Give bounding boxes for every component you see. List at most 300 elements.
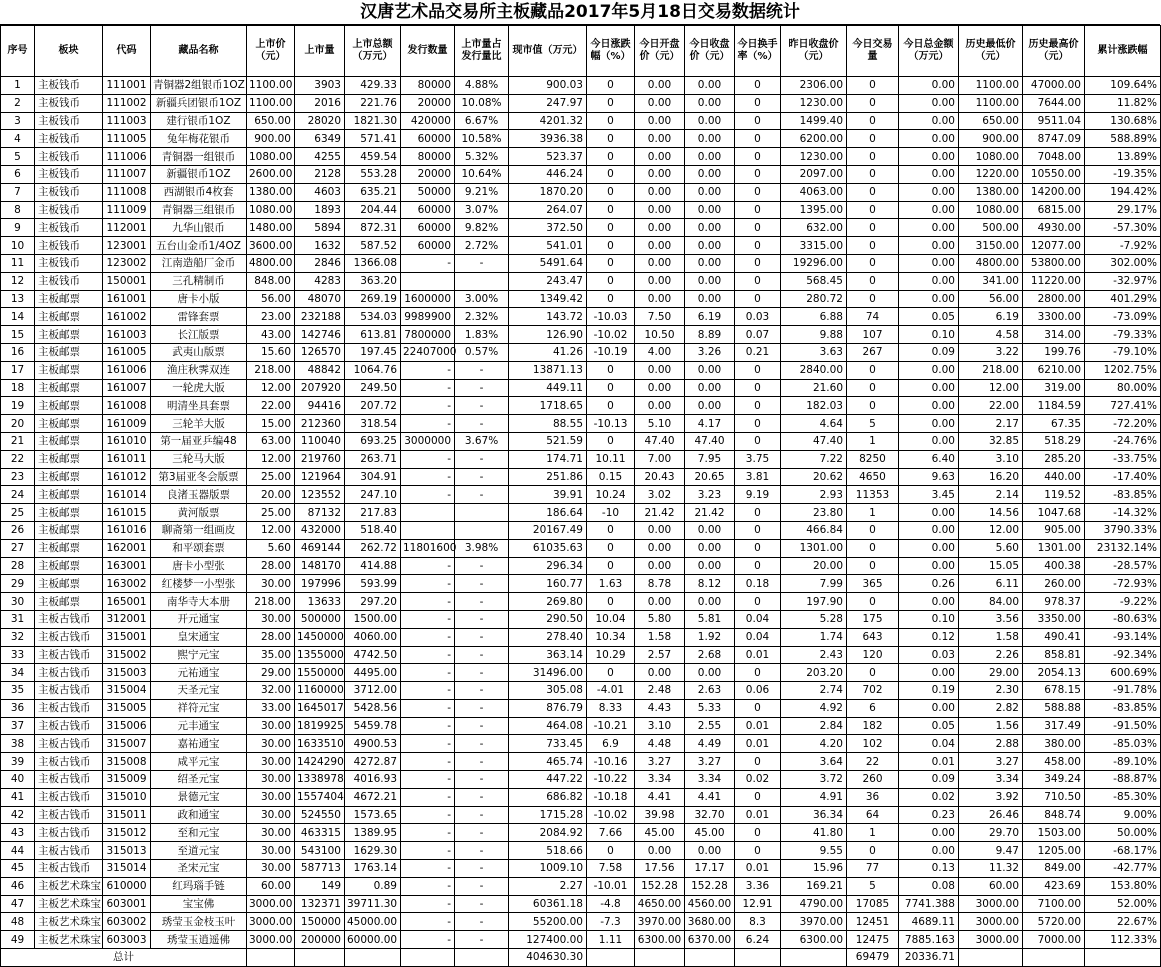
table-cell: 1230.00	[781, 148, 847, 166]
table-cell: 0.02	[899, 788, 959, 806]
table-cell: -89.10%	[1085, 753, 1161, 771]
table-cell: 1	[847, 824, 899, 842]
table-cell: -85.03%	[1085, 735, 1161, 753]
table-cell: 0.00	[635, 94, 685, 112]
table-cell: 15	[1, 326, 35, 344]
table-cell: 0.00	[635, 557, 685, 575]
table-cell: 0	[847, 130, 899, 148]
column-header: 上市总额（万元）	[345, 26, 401, 77]
table-cell: 2.84	[781, 717, 847, 735]
table-cell: -	[455, 254, 509, 272]
table-cell: 1184.59	[1023, 397, 1085, 415]
table-cell: 青铜器三组银币	[151, 201, 247, 219]
table-cell: 29.70	[959, 824, 1023, 842]
table-cell: 3.22	[959, 343, 1023, 361]
table-cell: 43	[1, 824, 35, 842]
table-cell: 1301.00	[1023, 539, 1085, 557]
table-cell: 112001	[103, 219, 151, 237]
table-cell: 4.88%	[455, 77, 509, 95]
table-cell: 主板古钱币	[35, 610, 103, 628]
table-cell: -32.97%	[1085, 272, 1161, 290]
table-cell: -	[401, 735, 455, 753]
total-amount: 20336.71	[899, 949, 959, 967]
table-cell: 0	[735, 272, 781, 290]
table-cell: 主板钱币	[35, 219, 103, 237]
table-cell: 900.03	[509, 77, 587, 95]
table-cell: 45000.00	[345, 913, 401, 931]
table-cell: 雷锋套票	[151, 308, 247, 326]
table-cell: 0.00	[899, 521, 959, 539]
table-cell: 40	[1, 771, 35, 789]
table-cell: 4742.50	[345, 646, 401, 664]
table-cell: 302.00%	[1085, 254, 1161, 272]
table-cell: -	[455, 486, 509, 504]
table-cell: 449.11	[509, 379, 587, 397]
table-cell: 0	[735, 699, 781, 717]
table-cell: 南华寺大本册	[151, 593, 247, 611]
table-cell: 263.71	[345, 450, 401, 468]
table-cell: 111007	[103, 165, 151, 183]
table-cell: 1100.00	[247, 94, 295, 112]
table-cell: 0.00	[635, 219, 685, 237]
table-cell: -	[455, 717, 509, 735]
table-cell: 0	[587, 521, 635, 539]
table-cell: 主板钱币	[35, 272, 103, 290]
table-cell: 1230.00	[781, 94, 847, 112]
table-cell: 0	[587, 361, 635, 379]
table-cell: 3680.00	[685, 913, 735, 931]
table-cell: 0	[847, 539, 899, 557]
table-cell: 元丰通宝	[151, 717, 247, 735]
table-cell: 1	[1, 77, 35, 95]
table-cell: 1.74	[781, 628, 847, 646]
table-cell: 5.80	[635, 610, 685, 628]
table-cell: -10.21	[587, 717, 635, 735]
table-cell: 47	[1, 895, 35, 913]
column-header: 累计涨跌幅	[1085, 26, 1161, 77]
table-cell: 0.00	[899, 272, 959, 290]
table-cell: 121964	[295, 468, 345, 486]
table-cell: 41.80	[781, 824, 847, 842]
table-cell	[455, 504, 509, 522]
table-cell: 17085	[847, 895, 899, 913]
table-cell: 0	[587, 130, 635, 148]
table-cell: 0	[847, 237, 899, 255]
table-row	[1, 254, 1161, 272]
table-cell: 6210.00	[1023, 361, 1085, 379]
table-row	[1, 664, 1161, 682]
table-cell: 1080.00	[959, 201, 1023, 219]
table-cell: 1500.00	[345, 610, 401, 628]
table-cell: -	[455, 361, 509, 379]
table-cell: 青铜器一组银币	[151, 148, 247, 166]
table-cell: 161009	[103, 415, 151, 433]
table-cell: 主板古钱币	[35, 717, 103, 735]
table-cell: 24	[1, 486, 35, 504]
table-row	[1, 735, 1161, 753]
table-cell: 12.00	[247, 521, 295, 539]
table-cell: 149	[295, 877, 345, 895]
table-cell: 29	[1, 575, 35, 593]
table-cell: 30.00	[247, 771, 295, 789]
table-cell: 126570	[295, 343, 345, 361]
table-cell: 94416	[295, 397, 345, 415]
table-cell: -	[401, 415, 455, 433]
table-cell: 0	[587, 112, 635, 130]
table-cell: 2054.13	[1023, 664, 1085, 682]
total-label: 总计	[1, 949, 247, 967]
table-cell: 43.00	[247, 326, 295, 344]
table-cell: 1395.00	[781, 201, 847, 219]
table-cell: 35.00	[247, 646, 295, 664]
table-cell: 45.00	[635, 824, 685, 842]
table-cell: 4.49	[685, 735, 735, 753]
table-cell: 2840.00	[781, 361, 847, 379]
table-cell	[247, 949, 295, 967]
table-cell: 主板邮票	[35, 343, 103, 361]
table-cell: 204.44	[345, 201, 401, 219]
table-cell: 5.32%	[455, 148, 509, 166]
table-cell: -	[455, 593, 509, 611]
total-row	[1, 949, 1161, 967]
table-cell: 0	[587, 664, 635, 682]
table-cell: 0	[587, 201, 635, 219]
table-cell: 0.00	[685, 593, 735, 611]
table-cell: 0	[735, 753, 781, 771]
table-cell: 主板钱币	[35, 254, 103, 272]
table-cell: -10.22	[587, 771, 635, 789]
table-cell: 56.00	[959, 290, 1023, 308]
table-row	[1, 913, 1161, 931]
table-cell: 主板邮票	[35, 575, 103, 593]
table-cell: 0.03	[735, 308, 781, 326]
table-cell: -	[401, 806, 455, 824]
table-cell: 14	[1, 308, 35, 326]
table-cell: 60361.18	[509, 895, 587, 913]
table-row	[1, 183, 1161, 201]
table-cell: 1100.00	[959, 94, 1023, 112]
table-cell: 80000	[401, 148, 455, 166]
table-cell: 20000	[401, 165, 455, 183]
table-cell: 64	[847, 806, 899, 824]
table-cell: 主板邮票	[35, 379, 103, 397]
table-cell: 458.00	[1023, 753, 1085, 771]
table-cell: 29.00	[959, 664, 1023, 682]
table-cell: 1220.00	[959, 165, 1023, 183]
table-cell: -	[455, 682, 509, 700]
table-cell: -88.87%	[1085, 771, 1161, 789]
table-cell: 7.00	[635, 450, 685, 468]
table-cell: 524550	[295, 806, 345, 824]
table-cell: 1009.10	[509, 860, 587, 878]
table-cell: 3.34	[959, 771, 1023, 789]
table-cell: 3000.00	[247, 913, 295, 931]
table-cell: 8.12	[685, 575, 735, 593]
table-cell: 30.00	[247, 753, 295, 771]
table-cell: 0.00	[635, 165, 685, 183]
table-cell: 4016.93	[345, 771, 401, 789]
table-cell: 1715.28	[509, 806, 587, 824]
table-cell: 主板艺术珠宝	[35, 895, 103, 913]
table-cell: -	[455, 628, 509, 646]
table-cell: 1645017	[295, 699, 345, 717]
table-cell: 0	[587, 94, 635, 112]
table-cell: 0.00	[899, 94, 959, 112]
table-cell: 主板古钱币	[35, 646, 103, 664]
table-cell: 315008	[103, 753, 151, 771]
table-row	[1, 682, 1161, 700]
table-cell: 21.42	[685, 504, 735, 522]
table-cell: 0	[847, 521, 899, 539]
table-cell: 53800.00	[1023, 254, 1085, 272]
table-cell: 686.82	[509, 788, 587, 806]
table-cell: 80.00%	[1085, 379, 1161, 397]
table-cell: 111005	[103, 130, 151, 148]
table-cell: 643	[847, 628, 899, 646]
table-cell: 主板邮票	[35, 486, 103, 504]
table-row	[1, 450, 1161, 468]
table-cell: 4.43	[635, 699, 685, 717]
table-cell: 587.52	[345, 237, 401, 255]
table-cell: 0.89	[345, 877, 401, 895]
table-cell: 5.81	[685, 610, 735, 628]
table-cell: 3970.00	[781, 913, 847, 931]
table-row	[1, 219, 1161, 237]
table-row	[1, 895, 1161, 913]
table-cell: 143.72	[509, 308, 587, 326]
table-cell: 0.00	[899, 130, 959, 148]
table-cell: 主板钱币	[35, 112, 103, 130]
table-cell: -17.40%	[1085, 468, 1161, 486]
table-cell: 27	[1, 539, 35, 557]
table-cell: 0.00	[685, 521, 735, 539]
table-cell: 0	[587, 290, 635, 308]
table-cell: 22.67%	[1085, 913, 1161, 931]
table-cell: 4.17	[685, 415, 735, 433]
table-cell: 194.42%	[1085, 183, 1161, 201]
table-cell: 0.00	[635, 272, 685, 290]
table-cell: 55200.00	[509, 913, 587, 931]
table-cell: 733.45	[509, 735, 587, 753]
table-cell: 264.07	[509, 201, 587, 219]
table-cell: 197.90	[781, 593, 847, 611]
table-cell: 67.35	[1023, 415, 1085, 433]
column-header: 历史最高价（元）	[1023, 26, 1085, 77]
table-cell: 第3届亚冬会版票	[151, 468, 247, 486]
table-cell: 4560.00	[685, 895, 735, 913]
table-cell: -10.02	[587, 326, 635, 344]
table-cell: 0	[847, 112, 899, 130]
table-cell: 主板古钱币	[35, 771, 103, 789]
table-cell: 2.55	[685, 717, 735, 735]
table-cell: 12.91	[735, 895, 781, 913]
table-cell: 建行银币1OZ	[151, 112, 247, 130]
table-cell: 60000	[401, 201, 455, 219]
table-cell: 0	[735, 521, 781, 539]
table-cell: 3.75	[735, 450, 781, 468]
table-cell: 518.40	[345, 521, 401, 539]
table-cell: 1047.68	[1023, 504, 1085, 522]
table-cell: 主板邮票	[35, 521, 103, 539]
table-cell: 18	[1, 379, 35, 397]
table-cell: 0.00	[899, 290, 959, 308]
table-cell: 314.00	[1023, 326, 1085, 344]
table-cell: -	[401, 699, 455, 717]
table-cell: 10.04	[587, 610, 635, 628]
table-cell: 琇莹玉逍遥佛	[151, 931, 247, 949]
table-cell: 绍圣元宝	[151, 771, 247, 789]
table-cell: 0	[587, 165, 635, 183]
table-cell: 2084.92	[509, 824, 587, 842]
table-cell: 12.00	[247, 379, 295, 397]
table-cell: 0	[587, 237, 635, 255]
table-cell: -	[401, 610, 455, 628]
table-cell: 678.15	[1023, 682, 1085, 700]
table-cell: 2.72%	[455, 237, 509, 255]
table-cell: 36	[1, 699, 35, 717]
table-cell: 1160000	[295, 682, 345, 700]
table-cell: 主板邮票	[35, 450, 103, 468]
table-cell: 0.00	[899, 201, 959, 219]
table-cell: 61035.63	[509, 539, 587, 557]
table-row	[1, 237, 1161, 255]
table-cell: 0.19	[899, 682, 959, 700]
table-cell: 5	[847, 415, 899, 433]
table-cell: 0.00	[635, 521, 685, 539]
table-cell: 50000	[401, 183, 455, 201]
table-cell: 0.00	[685, 201, 735, 219]
table-cell: 19296.00	[781, 254, 847, 272]
table-cell: 123552	[295, 486, 345, 504]
table-cell: 197996	[295, 575, 345, 593]
table-cell: -10.18	[587, 788, 635, 806]
table-cell: 4603	[295, 183, 345, 201]
table-cell	[735, 949, 781, 967]
table-cell: 4900.53	[345, 735, 401, 753]
table-cell: 22.00	[959, 397, 1023, 415]
table-cell: 0.00	[685, 94, 735, 112]
table-cell: 22	[847, 753, 899, 771]
table-cell: 0	[587, 432, 635, 450]
table-cell: 主板邮票	[35, 432, 103, 450]
table-cell: 2846	[295, 254, 345, 272]
table-cell: 315007	[103, 735, 151, 753]
table-cell: -	[401, 486, 455, 504]
table-cell: 0.00	[899, 219, 959, 237]
table-cell: 主板艺术珠宝	[35, 877, 103, 895]
table-cell: 349.24	[1023, 771, 1085, 789]
table-cell: 5	[847, 877, 899, 895]
table-cell: 315009	[103, 771, 151, 789]
total-volume: 69479	[847, 949, 899, 967]
table-cell: 207.72	[345, 397, 401, 415]
table-cell: 32.70	[685, 806, 735, 824]
table-cell: 0	[735, 94, 781, 112]
table-cell: 0.00	[899, 699, 959, 717]
table-cell: 3970.00	[635, 913, 685, 931]
table-cell: 0.00	[899, 77, 959, 95]
table-cell: 7.95	[685, 450, 735, 468]
table-cell: 2800.00	[1023, 290, 1085, 308]
table-cell: 523.37	[509, 148, 587, 166]
table-cell: 聊斋第一组画皮	[151, 521, 247, 539]
table-cell: 0.00	[899, 664, 959, 682]
table-cell: 1499.40	[781, 112, 847, 130]
table-cell: 0	[847, 201, 899, 219]
table-cell: 3000.00	[959, 913, 1023, 931]
table-cell: -7.92%	[1085, 237, 1161, 255]
table-cell: 4.20	[781, 735, 847, 753]
table-cell: 47000.00	[1023, 77, 1085, 95]
table-cell: -10.01	[587, 877, 635, 895]
table-cell: 182	[847, 717, 899, 735]
table-cell: 0.04	[899, 735, 959, 753]
table-cell: 39	[1, 753, 35, 771]
table-row	[1, 788, 1161, 806]
table-cell: 0.00	[635, 361, 685, 379]
table-cell: 6200.00	[781, 130, 847, 148]
table-cell: 3600.00	[247, 237, 295, 255]
table-cell: 32.85	[959, 432, 1023, 450]
table-cell: 174.71	[509, 450, 587, 468]
table-cell: -	[455, 646, 509, 664]
table-cell: 52.00%	[1085, 895, 1161, 913]
table-cell: 政和通宝	[151, 806, 247, 824]
table-cell: 23	[1, 468, 35, 486]
table-cell: 3000000	[401, 432, 455, 450]
column-header: 序号	[1, 26, 35, 77]
table-cell: 4201.32	[509, 112, 587, 130]
table-cell: 500.00	[959, 219, 1023, 237]
table-cell: 0.01	[735, 806, 781, 824]
table-cell: 1.92	[685, 628, 735, 646]
table-cell: 2600.00	[247, 165, 295, 183]
table-cell: 2.88	[959, 735, 1023, 753]
table-cell: 218.00	[247, 593, 295, 611]
table-cell: 0.00	[685, 165, 735, 183]
table-cell: 207920	[295, 379, 345, 397]
table-cell: 872.31	[345, 219, 401, 237]
table-cell: 9.00%	[1085, 806, 1161, 824]
table-cell: 良渚玉器版票	[151, 486, 247, 504]
table-cell: -	[455, 699, 509, 717]
table-cell	[295, 949, 345, 967]
table-cell: 4495.00	[345, 664, 401, 682]
table-cell: 0.00	[899, 237, 959, 255]
table-cell: -9.22%	[1085, 593, 1161, 611]
table-cell: 0.00	[685, 254, 735, 272]
table-row	[1, 77, 1161, 95]
table-cell: 0.00	[635, 183, 685, 201]
table-cell: 3315.00	[781, 237, 847, 255]
table-cell: 469144	[295, 539, 345, 557]
table-cell: 2.74	[781, 682, 847, 700]
table-cell: 0.00	[635, 237, 685, 255]
table-cell: 161011	[103, 450, 151, 468]
table-cell: -	[455, 931, 509, 949]
table-cell: 30.00	[247, 842, 295, 860]
table-cell: 36	[847, 788, 899, 806]
table-cell: 10.24	[587, 486, 635, 504]
table-cell: 红玛瑙手链	[151, 877, 247, 895]
table-cell: -	[401, 468, 455, 486]
table-cell: 47.40	[685, 432, 735, 450]
table-cell: 7000.00	[1023, 931, 1085, 949]
table-cell: 新疆银币1OZ	[151, 165, 247, 183]
table-cell: 30.00	[247, 575, 295, 593]
sheet-title: 汉唐艺术品交易所主板藏品2017年5月18日交易数据统计	[0, 0, 1160, 25]
table-cell: 3790.33%	[1085, 521, 1161, 539]
